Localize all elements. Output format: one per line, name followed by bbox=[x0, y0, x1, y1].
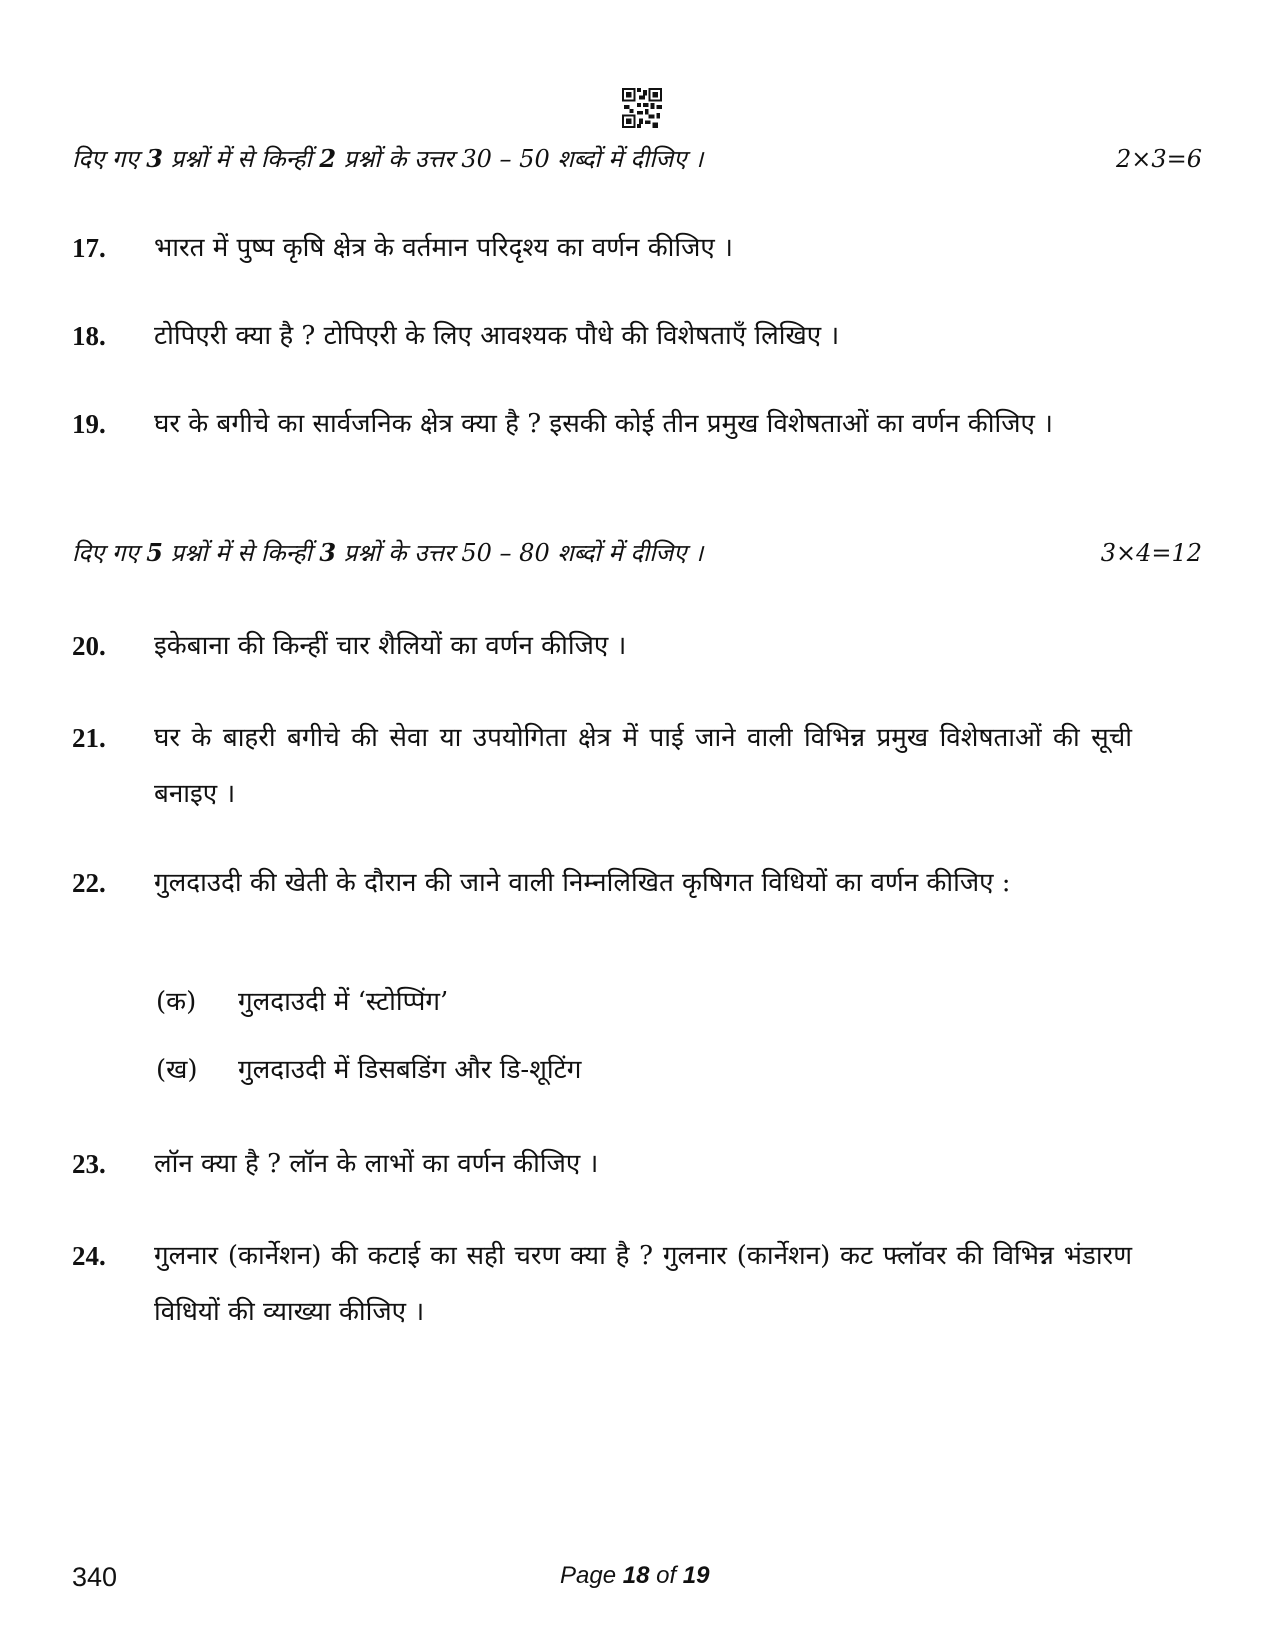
question-text: इकेबाना की किन्हीं चार शैलियों का वर्णन कीजिए । bbox=[154, 631, 627, 661]
section-instruction bbox=[72, 536, 1202, 570]
question-number: 18. bbox=[72, 321, 106, 351]
question-18 bbox=[72, 308, 1132, 364]
question-number: 22. bbox=[72, 868, 106, 898]
section-marks: 2×3=6 bbox=[1115, 145, 1202, 173]
qr-code-icon bbox=[622, 88, 662, 128]
question-text: टोपिएरी क्या है ? टोपिएरी के लिए आवश्यक पौधे की विशेषताएँ लिखिए । bbox=[154, 321, 840, 351]
question-17 bbox=[72, 220, 1132, 276]
question-number: 19. bbox=[72, 409, 106, 439]
question-21 bbox=[72, 710, 1132, 822]
question-text: घर के बाहरी बगीचे की सेवा या उपयोगिता क्षेत्र में पाई जाने वाली विभिन्न प्रमुख विशेषताओं की सूची बनाइए । bbox=[154, 723, 1132, 809]
paper-code: 340 bbox=[72, 1562, 118, 1592]
question-number: 24. bbox=[72, 1241, 106, 1271]
question-22-part-b bbox=[156, 1050, 581, 1090]
question-text: गुलदाउदी की खेती के दौरान की जाने वाली निम्नलिखित कृषिगत विधियों का वर्णन कीजिए : bbox=[154, 868, 1011, 898]
question-22 bbox=[72, 855, 1132, 911]
question-text: लॉन क्या है ? लॉन के लाभों का वर्णन कीजिए । bbox=[154, 1149, 599, 1179]
part-label: (क) bbox=[156, 987, 197, 1017]
question-20 bbox=[72, 618, 1132, 674]
page-number: Page 18 of 19 bbox=[560, 1562, 710, 1589]
question-number: 20. bbox=[72, 631, 106, 661]
part-text: गुलदाउदी में डिसबडिंग और डि-शूटिंग bbox=[238, 1055, 582, 1085]
question-number: 21. bbox=[72, 723, 106, 753]
question-text: गुलनार (कार्नेशन) की कटाई का सही चरण क्या है ? गुलनार (कार्नेशन) कट फ्लॉवर की विभिन्न भंडारण विधियों की व्याख्या कीजिए । bbox=[154, 1241, 1132, 1327]
part-text: गुलदाउदी में ‘स्टोप्पिंग’ bbox=[238, 987, 449, 1017]
question-22-part-a bbox=[156, 982, 448, 1022]
question-text: भारत में पुष्प कृषि क्षेत्र के वर्तमान परिदृश्य का वर्णन कीजिए । bbox=[154, 233, 733, 263]
question-23 bbox=[72, 1136, 1132, 1192]
question-number: 17. bbox=[72, 233, 106, 263]
section-marks: 3×4=12 bbox=[1100, 539, 1202, 567]
instruction-text: दिए गए 5 प्रश्नों में से किन्हीं 3 प्रश्नों के उत्तर 50 – 80 शब्दों में दीजिए । bbox=[72, 538, 704, 567]
question-number: 23. bbox=[72, 1149, 106, 1179]
section-instruction bbox=[72, 142, 1202, 176]
question-19 bbox=[72, 396, 1132, 452]
question-text: घर के बगीचे का सार्वजनिक क्षेत्र क्या है ? इसकी कोई तीन प्रमुख विशेषताओं का वर्णन कीजिए । bbox=[154, 409, 1054, 439]
instruction-text: दिए गए 3 प्रश्नों में से किन्हीं 2 प्रश्नों के उत्तर 30 – 50 शब्दों में दीजिए । bbox=[72, 144, 704, 173]
question-24 bbox=[72, 1228, 1132, 1340]
part-label: (ख) bbox=[156, 1055, 198, 1085]
